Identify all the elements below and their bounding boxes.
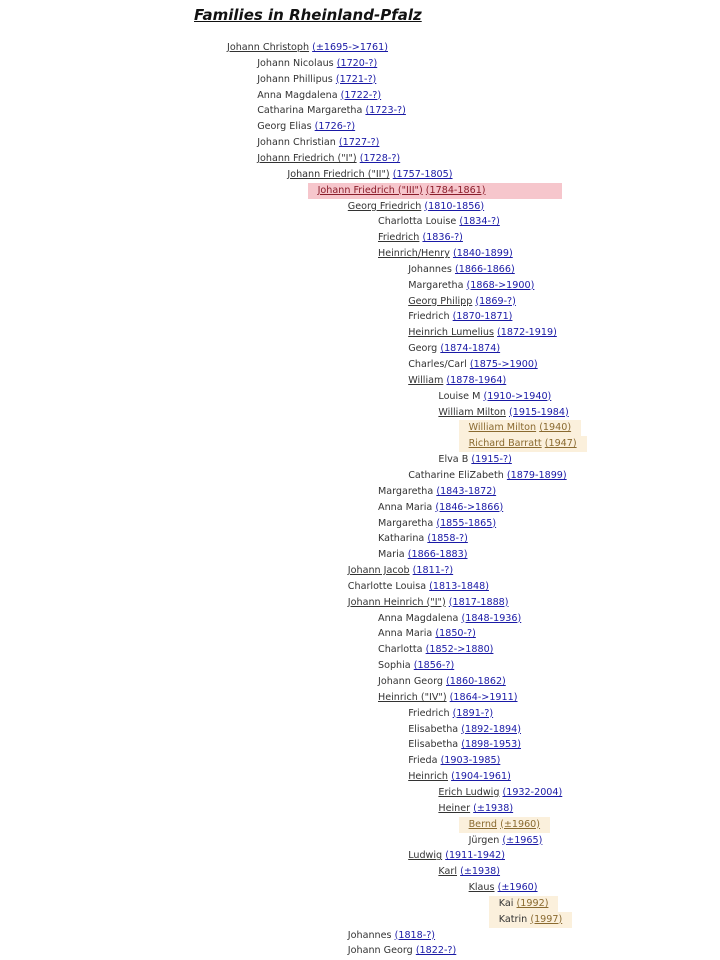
person-name: Charles/Carl (408, 359, 467, 370)
tree-entry (378, 484, 496, 500)
tree-entry (469, 880, 538, 896)
person-name[interactable]: Karl (438, 866, 458, 878)
person-dates-link[interactable]: (1879-1899) (506, 469, 567, 481)
tree-entry (227, 40, 388, 56)
tree-entry (408, 706, 493, 722)
tree-entry (408, 848, 505, 864)
person-dates-link[interactable]: (1866-1866) (454, 263, 515, 275)
person-dates-link[interactable]: (1727-?) (338, 137, 380, 149)
person-dates-link[interactable]: (1817-1888) (448, 596, 509, 608)
tree-entry (257, 88, 381, 104)
tree-entry (438, 389, 551, 405)
person-name: Sophia (378, 660, 411, 672)
person-name: Frieda (408, 755, 438, 767)
person-dates-link[interactable]: (1843-1872) (436, 485, 497, 497)
person-name: Elisabetha (408, 739, 459, 751)
tree-entry (308, 183, 562, 199)
person-name: Catharine EliZabeth (408, 469, 504, 481)
person-name[interactable]: Bernd (468, 818, 498, 830)
tree-entry (459, 817, 550, 833)
person-dates-link[interactable]: (1915-?) (471, 454, 512, 466)
tree-entry (408, 737, 521, 753)
person-name: Johann Nicolaus (257, 57, 334, 69)
tree-entry (459, 436, 587, 452)
tree-entry (438, 801, 513, 817)
tree-entry (408, 309, 512, 325)
person-name[interactable]: Johann Heinrich ("I") (347, 596, 446, 608)
tree-entry (348, 943, 456, 959)
tree-entry (489, 912, 572, 928)
tree-entry (438, 405, 568, 421)
person-dates-link[interactable]: (1997) (530, 913, 563, 925)
person-name: Charlotta Louise (378, 216, 457, 228)
person-dates-link[interactable]: (1892-1894) (461, 723, 522, 735)
tree-entry (257, 151, 400, 167)
tree-entry (408, 294, 516, 310)
tree-entry (438, 785, 562, 801)
tree-entry (378, 611, 521, 627)
tree-entry (378, 230, 463, 246)
person-name: Johannes (347, 929, 392, 941)
person-dates-link[interactable]: (1840-1899) (452, 248, 513, 260)
tree-entry (408, 722, 521, 738)
tree-entry (408, 325, 557, 341)
tree-entry (378, 547, 468, 563)
tree-entry (489, 896, 559, 912)
person-name: Kai (498, 897, 514, 909)
person-dates-link[interactable]: (1810-1856) (424, 200, 485, 212)
tree-entry (257, 135, 379, 151)
tree-entry (378, 500, 503, 516)
tree-entry (378, 246, 513, 262)
person-dates-link[interactable]: (1720-?) (336, 57, 378, 69)
person-dates-link[interactable]: (1818-?) (394, 929, 436, 941)
person-dates-link[interactable]: (±1695->1761) (312, 42, 388, 53)
person-name: Johann Georg (347, 945, 413, 957)
tree-entry (348, 928, 435, 944)
tree-entry (348, 595, 509, 611)
person-dates-link[interactable]: (1722-?) (340, 89, 382, 101)
person-dates-link[interactable]: (1834-?) (459, 216, 500, 228)
page-title: Families in Rheinland-Pfalz (194, 6, 422, 24)
person-name: Johann Christian (257, 137, 336, 149)
person-dates-link[interactable]: (1866-1883) (407, 549, 468, 561)
tree-entry (438, 864, 500, 880)
person-dates-link[interactable]: (1903-1985) (440, 755, 501, 767)
person-dates-link[interactable]: (1811-?) (412, 565, 454, 577)
person-dates-link[interactable]: (1822-?) (415, 945, 457, 957)
person-dates-link[interactable]: (±1938) (460, 866, 501, 878)
person-dates-link[interactable]: (1852->1880) (425, 644, 494, 656)
person-name: Jürgen (468, 834, 500, 846)
tree-entry (408, 769, 511, 785)
person-name[interactable]: Heiner (438, 802, 471, 814)
person-dates-link[interactable]: (1872-1919) (497, 327, 557, 339)
tree-entry (378, 516, 496, 532)
person-dates-link[interactable]: (1904-1961) (451, 771, 511, 783)
person-name[interactable]: Johann Christoph (227, 42, 310, 53)
person-dates-link[interactable]: (±1965) (502, 834, 543, 846)
person-dates-link[interactable]: (1874-1874) (440, 343, 501, 355)
person-name[interactable]: Friedrich (378, 232, 420, 244)
person-dates-link[interactable]: (1864->1911) (449, 691, 518, 703)
tree-entry (378, 674, 506, 690)
person-name[interactable]: Richard Barratt (468, 438, 542, 450)
person-dates-link[interactable]: (1910->1940) (483, 390, 552, 402)
person-dates-link[interactable]: (1813-1848) (429, 580, 489, 592)
person-name[interactable]: Ludwig (408, 850, 443, 862)
person-name[interactable]: Johann Friedrich ("I") (257, 152, 357, 164)
tree-entry (348, 199, 484, 215)
person-name: Charlotte Louisa (347, 580, 427, 592)
person-dates-link[interactable]: (1868->1900) (466, 279, 535, 291)
tree-entry (408, 373, 506, 389)
person-name[interactable]: William Milton (438, 406, 506, 418)
person-name: Elva B (438, 454, 469, 466)
person-dates-link[interactable]: (1992) (516, 897, 549, 909)
person-dates-link[interactable]: (1878-1964) (446, 374, 507, 386)
person-dates-link[interactable]: (1858-?) (427, 533, 468, 545)
person-dates-link[interactable]: (1870-1871) (452, 311, 513, 323)
person-name[interactable]: Georg Philipp (408, 295, 473, 307)
person-dates-link[interactable]: (1915-1984) (508, 406, 569, 418)
person-name: Friedrich (408, 707, 450, 719)
person-name: Georg Elias (257, 121, 312, 133)
person-name: Anna Maria (378, 628, 433, 640)
tree-entry (378, 690, 517, 706)
person-name[interactable]: Johann Friedrich ("II") (287, 168, 390, 180)
person-dates-link[interactable]: (±1960) (497, 882, 538, 894)
person-name: Katrin (498, 913, 528, 925)
person-name[interactable]: Heinrich Lumelius (408, 327, 494, 339)
tree-entry (408, 341, 500, 357)
person-name: Johann Georg (378, 676, 443, 687)
person-dates-link[interactable]: (1891-?) (452, 707, 494, 719)
person-name[interactable]: Heinrich (408, 771, 449, 783)
person-name: Catharina Margaretha (257, 105, 363, 117)
tree-entry (459, 420, 582, 436)
person-name[interactable]: Georg Friedrich (347, 200, 422, 212)
person-dates-link[interactable]: (1947) (544, 438, 577, 450)
person-name[interactable]: Klaus (468, 882, 495, 894)
person-name: Margaretha (378, 517, 434, 529)
tree-entry (438, 452, 511, 468)
person-name: Anna Magdalena (378, 612, 459, 624)
person-name[interactable]: Heinrich/Henry (378, 248, 450, 260)
tree-entry (378, 531, 468, 547)
person-name: Maria (378, 549, 405, 561)
person-dates-link[interactable]: (1848-1936) (461, 612, 522, 624)
person-name: Margaretha (378, 485, 434, 497)
tree-entry (378, 658, 454, 674)
person-dates-link[interactable]: (1850-?) (435, 628, 476, 640)
person-dates-link[interactable]: (±1938) (473, 802, 514, 814)
person-dates-link[interactable]: (1869-?) (475, 295, 516, 307)
tree-entry (469, 833, 543, 849)
person-dates-link[interactable]: (1726-?) (314, 121, 356, 133)
tree-entry (348, 579, 489, 595)
person-name[interactable]: Johann Jacob (347, 565, 410, 577)
tree-entry (287, 167, 452, 183)
person-dates-link[interactable]: (1836-?) (422, 232, 463, 244)
person-name[interactable]: William Milton (468, 422, 537, 434)
person-dates-link[interactable]: (1784-1861) (425, 184, 486, 196)
person-name[interactable]: William (408, 374, 444, 386)
person-dates-link[interactable]: (1932-2004) (502, 786, 563, 798)
person-dates-link[interactable]: (1757-1805) (392, 168, 453, 180)
tree-entry (408, 357, 537, 373)
tree-entry (378, 642, 493, 658)
person-name: Charlotta (378, 644, 423, 656)
person-dates-link[interactable]: (1860-1862) (446, 676, 506, 687)
tree-entry (257, 103, 406, 119)
tree-entry (378, 626, 476, 642)
tree-entry (408, 262, 515, 278)
person-name: Anna Magdalena (257, 89, 338, 101)
tree-entry (378, 214, 500, 230)
person-dates-link[interactable]: (1723-?) (365, 105, 406, 117)
person-dates-link[interactable]: (1940) (539, 422, 572, 434)
person-dates-link[interactable]: (1855-1865) (436, 517, 497, 529)
person-name: Johannes (408, 263, 452, 275)
person-name[interactable]: Johann Friedrich ("III") (317, 184, 423, 196)
person-name[interactable]: Erich Ludwig (438, 786, 500, 798)
person-name: Anna Maria (378, 501, 433, 513)
person-name: Georg (408, 343, 438, 355)
person-name[interactable]: Heinrich ("IV") (378, 691, 447, 703)
person-dates-link[interactable]: (1875->1900) (469, 359, 538, 370)
person-name: Elisabetha (408, 723, 459, 735)
tree-entry (348, 563, 453, 579)
person-dates-link[interactable]: (1911-1942) (445, 850, 505, 862)
person-name: Louise M (438, 390, 481, 402)
person-dates-link[interactable]: (1898-1953) (461, 739, 522, 751)
person-dates-link[interactable]: (1721-?) (335, 73, 377, 85)
tree-entry (408, 753, 500, 769)
tree-entry (408, 468, 566, 484)
tree-entry (408, 278, 534, 294)
tree-entry (257, 119, 355, 135)
person-dates-link[interactable]: (1846->1866) (435, 501, 504, 513)
person-dates-link[interactable]: (1728-?) (359, 152, 401, 164)
tree-entry (257, 56, 377, 72)
person-name: Katharina (378, 533, 425, 545)
person-name: Johann Phillipus (257, 73, 333, 85)
person-name: Margaretha (408, 279, 464, 291)
person-dates-link[interactable]: (±1960) (500, 818, 541, 830)
person-dates-link[interactable]: (1856-?) (413, 660, 455, 672)
tree-entry (257, 72, 376, 88)
person-name: Friedrich (408, 311, 450, 323)
